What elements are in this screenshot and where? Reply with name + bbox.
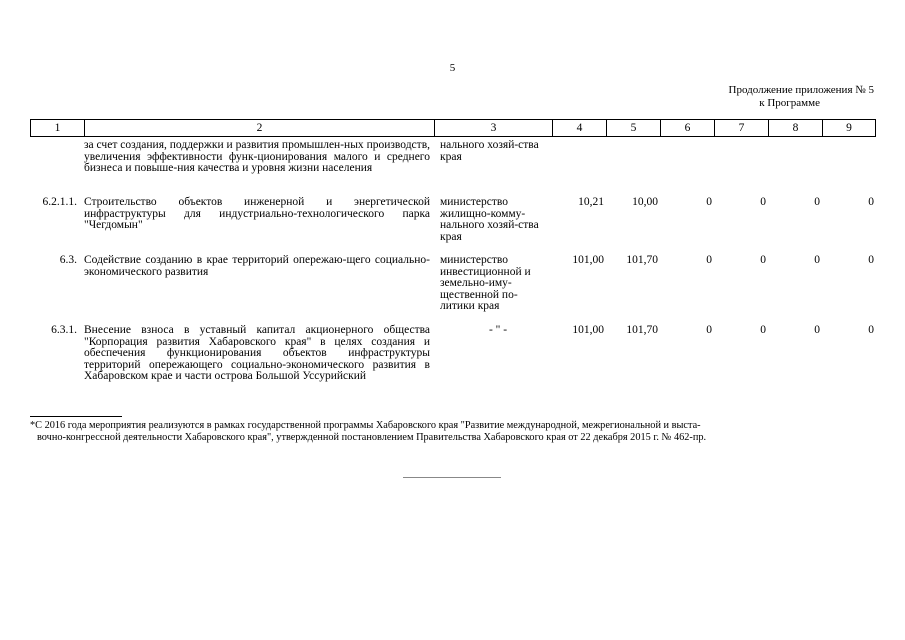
footnote-line-1: *С 2016 года мероприятия реализуются в рамках государственной программы Хабаровского края "Развитие международной, межрегиональной и выста- bbox=[30, 420, 701, 431]
value-col-8: 0 bbox=[814, 196, 820, 208]
value-col-7: 0 bbox=[760, 196, 766, 208]
value-col-9: 0 bbox=[868, 196, 874, 208]
value-col-4: 101,00 bbox=[572, 254, 604, 266]
row-description: Содействие созданию в крае территорий опережаю-щего социально-экономического развития bbox=[84, 254, 430, 278]
row-executor: нального хозяй-ства края bbox=[440, 139, 539, 163]
row-number: 6.2.1.1. bbox=[42, 196, 77, 208]
header-col-3: 3 bbox=[435, 120, 553, 137]
header-col-8: 8 bbox=[769, 120, 823, 137]
column-number-header bbox=[30, 119, 876, 137]
footnote bbox=[30, 420, 875, 443]
end-divider bbox=[403, 477, 501, 478]
continuation-line-1: Продолжение приложения № 5 bbox=[728, 84, 874, 96]
row-description: Строительство объектов инженерной и энергетической инфраструктуры для индустриально-технологического парка "Чегдомын" bbox=[84, 196, 430, 231]
value-col-6: 0 bbox=[706, 324, 712, 336]
continuation-line-2: к Программе bbox=[759, 97, 820, 109]
page-number: 5 bbox=[449, 62, 456, 74]
header-col-7: 7 bbox=[715, 120, 769, 137]
row-executor: министерство жилищно-комму-нального хозяй-ства края bbox=[440, 196, 539, 243]
value-col-5: 101,70 bbox=[626, 254, 658, 266]
value-col-9: 0 bbox=[868, 324, 874, 336]
footnote-line-2: вочно-конгрессной деятельности Хабаровского края", утвержденной постановлением Правительства Хабаровского края от 22 декабря 2015 г. № 462-пр. bbox=[37, 431, 707, 443]
row-description: Внесение взноса в уставный капитал акционерного общества "Корпорация развития Хабаровского края" в целях создания и обеспечения функционирования объектов инфраструктуры территорий опережающего социально-экономического развития в Хабаровском крае и части острова Большой Уссурийский bbox=[84, 324, 430, 382]
value-col-8: 0 bbox=[814, 254, 820, 266]
footnote-divider bbox=[30, 416, 122, 417]
continuation-caption bbox=[729, 84, 874, 110]
value-col-7: 0 bbox=[760, 254, 766, 266]
value-col-6: 0 bbox=[706, 254, 712, 266]
header-col-1: 1 bbox=[31, 120, 85, 137]
value-col-5: 101,70 bbox=[626, 324, 658, 336]
value-col-9: 0 bbox=[868, 254, 874, 266]
row-number: 6.3. bbox=[59, 254, 77, 266]
value-col-4: 10,21 bbox=[578, 196, 604, 208]
row-executor: министерство инвестиционной и земельно-иму-щественной по-литики края bbox=[440, 254, 531, 312]
header-col-9: 9 bbox=[823, 120, 876, 137]
header-col-6: 6 bbox=[661, 120, 715, 137]
value-col-7: 0 bbox=[760, 324, 766, 336]
header-col-5: 5 bbox=[607, 120, 661, 137]
row-executor: - " - bbox=[488, 324, 508, 336]
value-col-8: 0 bbox=[814, 324, 820, 336]
value-col-5: 10,00 bbox=[632, 196, 658, 208]
header-col-4: 4 bbox=[553, 120, 607, 137]
row-number: 6.3.1. bbox=[51, 324, 77, 336]
header-col-2: 2 bbox=[85, 120, 435, 137]
value-col-4: 101,00 bbox=[572, 324, 604, 336]
value-col-6: 0 bbox=[706, 196, 712, 208]
row-description: за счет создания, поддержки и развития промышлен-ных производств, увеличения эффективности функ-ционирования малого и среднего бизнеса и повыше-ния качества и уровня жизни населения bbox=[84, 139, 430, 174]
